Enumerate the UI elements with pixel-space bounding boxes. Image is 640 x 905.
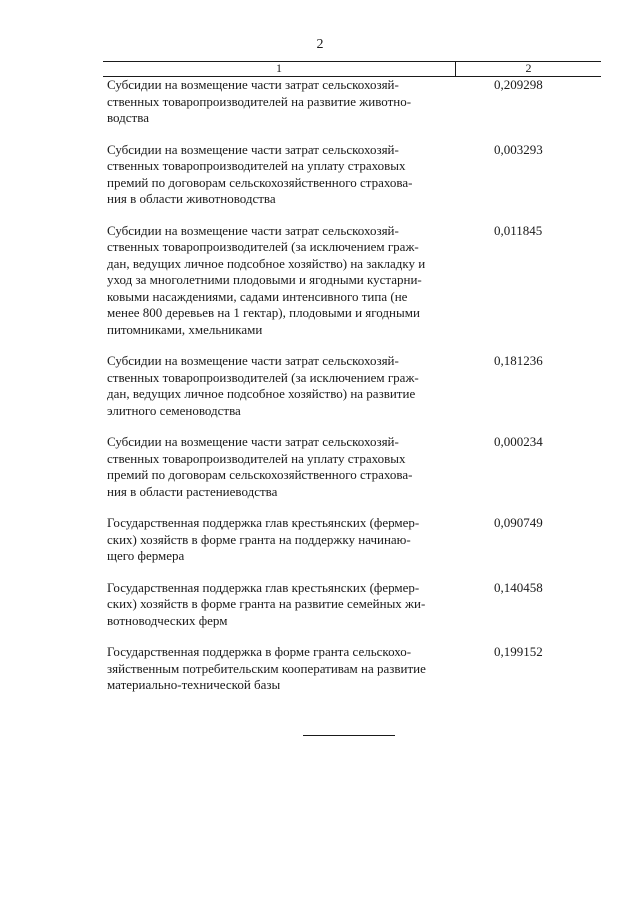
column-header-1: 1 [103, 62, 456, 76]
table-row [103, 142, 601, 208]
description-line: ственных товаропроизводителей на развитие животно- [107, 93, 412, 109]
row-value: 0,209298 [494, 77, 543, 92]
description-line: ственных товаропроизводителей на уплату страховых [107, 450, 406, 466]
description-line: ния в области растениеводства [107, 483, 278, 499]
description-line: менее 800 деревьев на 1 гектар), плодовыми и ягодными [107, 305, 420, 320]
description-line: Субсидии на возмещение части затрат сельскохозяй- [107, 77, 399, 92]
description-line: Государственная поддержка в форме гранта сельскохо- [107, 644, 412, 659]
row-value: 0,090749 [494, 515, 543, 530]
description-line: элитного семеноводства [107, 402, 241, 418]
table-row [103, 580, 601, 630]
description-line: ских) хозяйств в форме гранта на поддержку начинаю- [107, 531, 411, 547]
row-value: 0,199152 [494, 644, 543, 659]
description-line: Субсидии на возмещение части затрат сельскохозяй- [107, 222, 399, 238]
description-line: Государственная поддержка глав крестьянских (фермер- [107, 515, 420, 530]
row-description [103, 223, 456, 339]
description-line: вотноводческих ферм [107, 612, 228, 628]
row-description [103, 580, 456, 630]
description-line: ских) хозяйств в форме гранта на развитие семейных жи- [107, 596, 426, 611]
description-line: материально-технической базы [107, 677, 281, 692]
description-line: щего фермера [107, 548, 185, 563]
table-row [103, 515, 601, 565]
end-divider [303, 735, 395, 736]
row-description [103, 77, 456, 127]
description-line: ственных товаропроизводителей (за исключением граж- [107, 369, 419, 385]
description-line: ковыми насаждениями, садами интенсивного типа (не [107, 288, 408, 304]
description-line: Государственная поддержка глав крестьянских (фермер- [107, 579, 420, 595]
description-line: ственных товаропроизводителей (за исключением граж- [107, 239, 419, 254]
row-value: 0,000234 [494, 434, 543, 449]
table-row [103, 223, 601, 339]
row-value: 0,140458 [494, 579, 543, 595]
row-description [103, 644, 456, 694]
description-line: ния в области животноводства [107, 191, 276, 206]
column-header-2: 2 [525, 61, 532, 75]
description-line: Субсидии на возмещение части затрат сельскохозяй- [107, 434, 399, 449]
page-number: 2 [316, 37, 324, 52]
table-row [103, 644, 601, 694]
row-value: 0,181236 [494, 353, 543, 368]
table-row [103, 353, 601, 419]
description-line: зяйственным потребительским кооперативам на развитие [107, 660, 426, 676]
description-line: дан, ведущих личное подсобное хозяйство) на развитие [107, 386, 416, 401]
description-line: Субсидии на возмещение части затрат сельскохозяй- [107, 353, 399, 368]
table-body [103, 77, 601, 694]
table-row [103, 77, 601, 127]
description-line: премий по договорам сельскохозяйственного страхова- [107, 174, 413, 190]
row-description [103, 515, 456, 565]
description-line: ственных товаропроизводителей на уплату страховых [107, 158, 406, 173]
description-line: уход за многолетними плодовыми и ягодными кустарни- [107, 272, 422, 287]
row-description [103, 353, 456, 419]
data-table [103, 61, 601, 709]
description-line: премий по договорам сельскохозяйственного страхова- [107, 467, 413, 482]
description-line: питомниками, хмельниками [107, 321, 263, 337]
row-value: 0,003293 [494, 141, 543, 157]
row-description [103, 434, 456, 500]
row-value: 0,011845 [494, 222, 543, 238]
table-row [103, 434, 601, 500]
table-header-row [103, 61, 601, 77]
description-line: дан, ведущих личное подсобное хозяйство) на закладку и [107, 255, 426, 271]
description-line: водства [107, 110, 149, 125]
row-description [103, 142, 456, 208]
description-line: Субсидии на возмещение части затрат сельскохозяй- [107, 141, 399, 157]
